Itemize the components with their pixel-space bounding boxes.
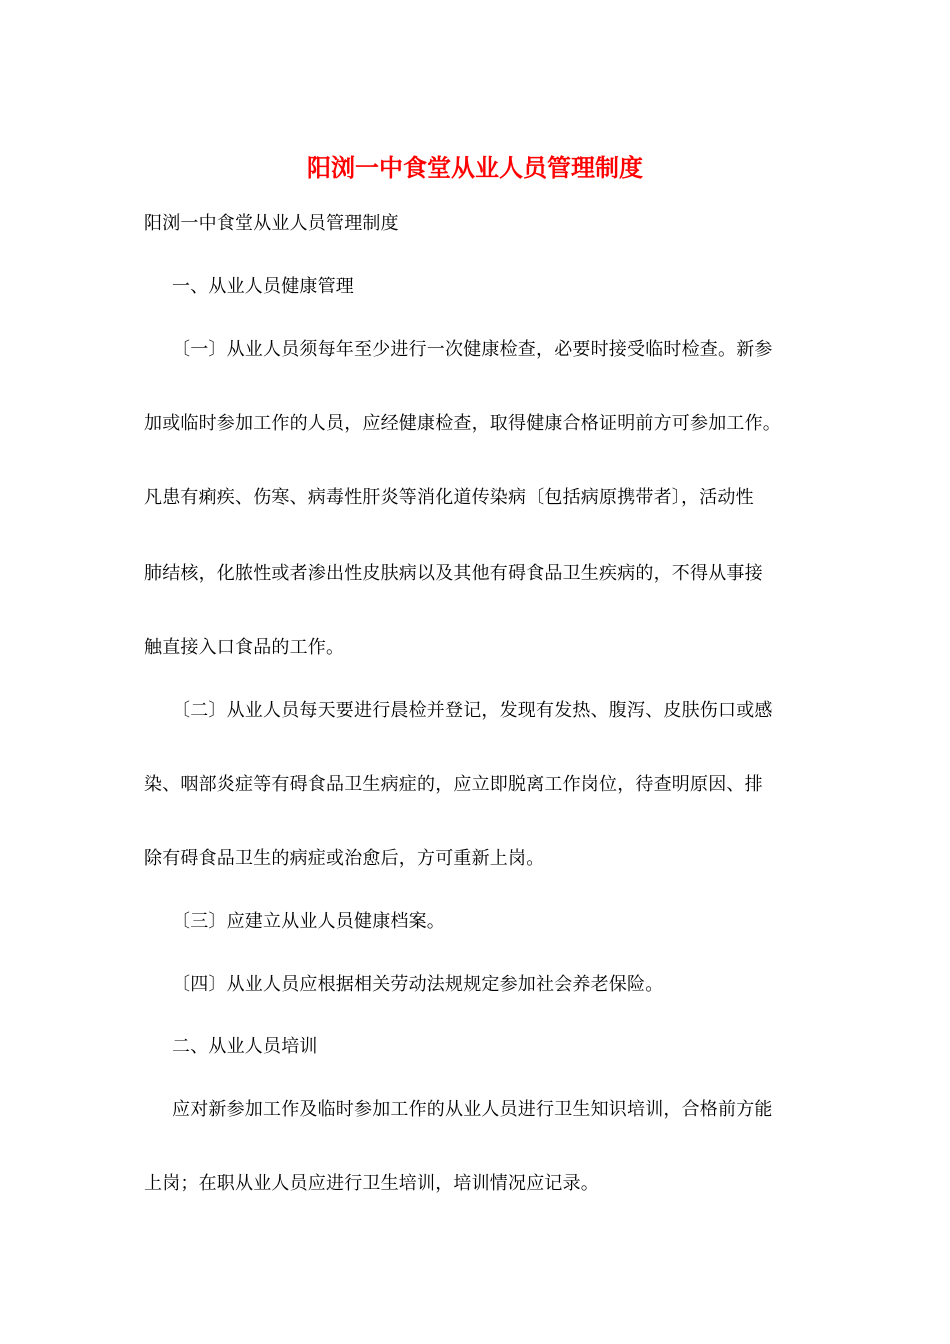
section-2-para-line-1: 应对新参加工作及临时参加工作的从业人员进行卫生知识培训，合格前方能: [172, 1099, 773, 1120]
section-1-item-4: 〔四〕从业人员应根据相关劳动法规规定参加社会养老保险。: [172, 974, 664, 995]
section-1-item-1-line-2: 加或临时参加工作的人员，应经健康检查，取得健康合格证明前方可参加工作。: [144, 413, 781, 434]
section-1-heading: 一、从业人员健康管理: [172, 276, 354, 297]
section-2-heading: 二、从业人员培训: [172, 1036, 318, 1057]
section-1-item-3: 〔三〕应建立从业人员健康档案。: [172, 911, 445, 932]
section-1-item-1-line-1: 〔一〕从业人员须每年至少进行一次健康检查，必要时接受临时检查。新参: [172, 339, 773, 360]
section-1-item-1-line-4: 肺结核，化脓性或者渗出性皮肤病以及其他有碍食品卫生疾病的，不得从事接: [144, 563, 763, 584]
document-subtitle: 阳浏一中食堂从业人员管理制度: [144, 213, 399, 234]
section-1-item-1-line-5: 触直接入口食品的工作。: [144, 637, 345, 658]
section-1-item-1-line-3: 凡患有痢疾、伤寒、病毒性肝炎等消化道传染病〔包括病原携带者〕，活动性: [144, 487, 754, 508]
section-1-item-2-line-3: 除有碍食品卫生的病症或治愈后，方可重新上岗。: [144, 848, 545, 869]
document-title: 阳浏一中食堂从业人员管理制度: [307, 153, 643, 182]
section-1-item-2-line-2: 染、咽部炎症等有碍食品卫生病症的，应立即脱离工作岗位，待查明原因、排: [144, 774, 763, 795]
section-2-para-line-2: 上岗；在职从业人员应进行卫生培训，培训情况应记录。: [144, 1173, 599, 1194]
section-1-item-2-line-1: 〔二〕从业人员每天要进行晨检并登记，发现有发热、腹泻、皮肤伤口或感: [172, 700, 773, 721]
